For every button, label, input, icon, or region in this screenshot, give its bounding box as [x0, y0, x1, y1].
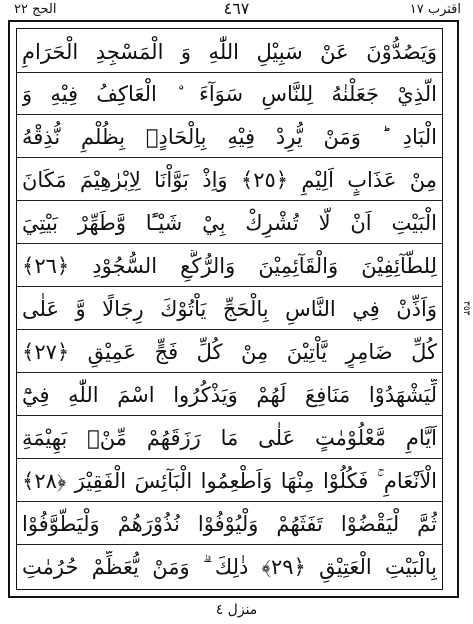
line-separator	[16, 72, 443, 73]
verse-line: وَاَذِّنْ فِي النَّاسِ بِالْحَجِّ يَاْتُوْكَ رِجَالًا وَّ عَلٰى	[22, 297, 437, 321]
manzil-footer: منزل ٤	[215, 602, 258, 618]
verse-line: كُلِّ ضَامِرٍ يَّاْتِيْنَ مِنْ كُلِّ فَجٍّ عَمِيْقٍ ﴿٢٧﴾	[22, 340, 437, 364]
line-separator	[16, 458, 443, 459]
line-separator	[16, 157, 443, 158]
verse-line: بِالْبَيْتِ الْعَتِيْقِ ﴿٢٩﴾ ذٰلِكَ ۗ وَمَنْ يُّعَظِّمْ حُرُمٰتِ	[22, 555, 437, 579]
verse-line: الْاَنْعَامِ ۚ فَكُلُوْا مِنْهَا وَاَطْعِمُوا الْبَآئِسَ الْفَقِيْرَ ﴿٢٨﴾	[22, 469, 437, 493]
line-separator	[16, 243, 443, 244]
verse-line: الْبَادِ ؕ وَمَنْ يُّرِدْ فِيْهِ بِاِلْحَادٍۭ بِظُلْمٍ نُّذِقْهُ	[22, 125, 437, 149]
verse-line: مِنْ عَذَابٍ اَلِيْمٍ ﴿٢٥﴾ وَاِذْ بَوَّاْنَا لِاِبْرٰهِيْمَ مَكَانَ	[22, 168, 437, 192]
verse-line: لِلطَّآئِفِيْنَ وَالْقَآئِمِيْنَ وَالرُّكَّعِ السُّجُوْدِ ﴿٢٦﴾	[22, 254, 437, 278]
page-number: ٤٦٧	[223, 0, 250, 18]
verse-line: لِّيَشْهَدُوْا مَنَافِعَ لَهُمْ وَيَذْكُرُوا اسْمَ اللّٰهِ فِيْٓ	[22, 383, 437, 407]
surah-name: الحج ٢٢	[14, 2, 57, 17]
line-separator	[16, 544, 443, 545]
line-separator	[16, 372, 443, 373]
verse-line: اَيَّامٍ مَّعْلُوْمٰتٍ عَلٰى مَا رَزَقَهُمْ مِّنْۢ بَهِيْمَةِ	[22, 426, 437, 450]
line-separator	[16, 114, 443, 115]
margin-note: ٣٥٣	[461, 300, 471, 316]
line-separator	[16, 286, 443, 287]
verse-line: الْبَيْتِ اَنْ لَّا تُشْرِكْ بِيْ شَيْـًٔا وَّطَهِّرْ بَيْتِيَ	[22, 211, 437, 235]
verse-line: ثُمَّ لْيَقْضُوْا تَفَثَهُمْ وَلْيُوْفُوْا نُذُوْرَهُمْ وَلْيَطَّوَّفُوْا	[22, 512, 437, 536]
juz-name: اقترب ١٧	[409, 2, 461, 17]
verse-line: وَيَصُدُّوْنَ عَنْ سَبِيْلِ اللّٰهِ وَ الْمَسْجِدِ الْحَرَامِ	[22, 40, 437, 64]
line-separator	[16, 415, 443, 416]
line-separator	[16, 329, 443, 330]
verse-line: الَّذِيْ جَعَلْنٰهُ لِلنَّاسِ سَوَآءَ ۨ الْعَاكِفُ فِيْهِ وَ	[22, 82, 437, 106]
line-separator	[16, 200, 443, 201]
line-separator	[16, 501, 443, 502]
